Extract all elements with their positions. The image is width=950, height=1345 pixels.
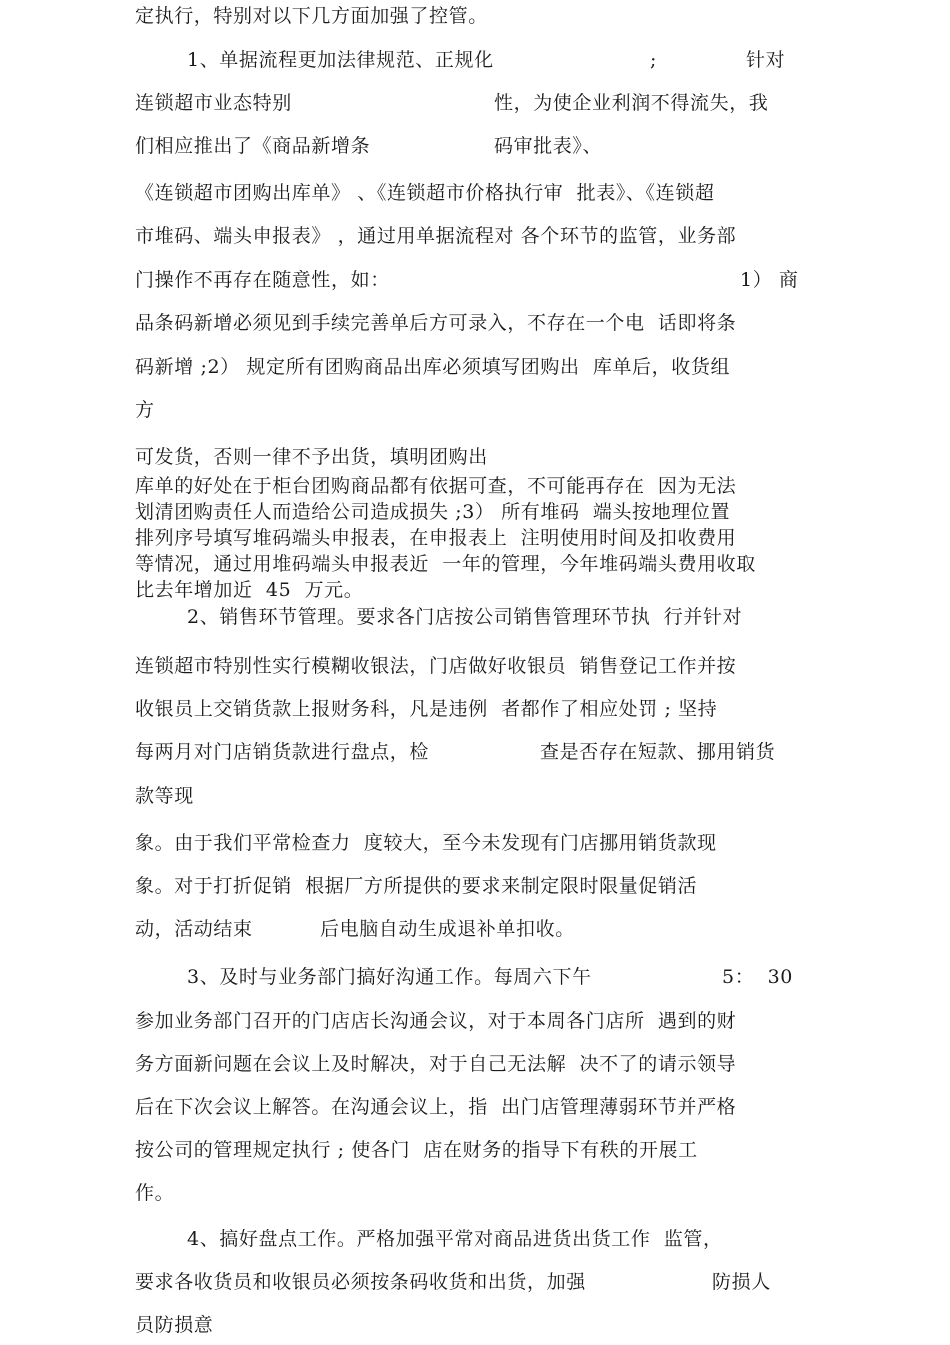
text-line: 们相应推出了《商品新增条 [135,135,371,157]
text-line: 比去年增加近 45 万元。 [135,579,364,601]
text-segment: 1） 商 [740,269,799,291]
paragraph-3-heading: 3、及时与业务部门搞好沟通工作。每周六下午 [187,966,592,988]
text-line: 连锁超市业态特别 [135,92,292,114]
text-line: 库单的好处在于柜台团购商品都有依据可查，不可能再存在 因为无法 [135,475,737,497]
text-line: 定执行，特别对以下几方面加强了控管。 [135,5,488,27]
text-segment: ; [650,49,658,71]
text-line: 款等现 [135,785,194,807]
text-line: 动，活动结束 [135,918,253,940]
text-segment: 查是否存在短款、挪用销货 [540,741,776,763]
text-line: 按公司的管理规定执行 ; 使各门 店在财务的指导下有秩的开展工 [135,1139,698,1161]
text-line: 每两月对门店销货款进行盘点，检 [135,741,430,763]
text-line: 码新增 ;2） 规定所有团购商品出库必须填写团购出 库单后，收货组 [135,356,731,378]
text-segment: 防损人 [712,1271,771,1293]
text-line: 品条码新增必须见到手续完善单后方可录入，不存在一个电 话即将条 [135,312,737,334]
paragraph-2-heading: 2、销售环节管理。要求各门店按公司销售管理环节执 行并针对 [187,606,743,628]
paragraph-4-heading: 4、搞好盘点工作。严格加强平常对商品进货出货工作 监管， [187,1228,723,1250]
text-segment: 码审批表》、 [494,135,603,157]
text-line: 划清团购责任人而造给公司造成损失 ;3） 所有堆码 端头按地理位置 [135,501,731,523]
text-segment: 后电脑自动生成退补单扣收。 [320,918,575,940]
text-line: 收银员上交销货款上报财务科，凡是违例 者都作了相应处罚 ; 坚持 [135,698,718,720]
text-segment: 性，为使企业利润不得流失，我 [494,92,769,114]
text-line: 排列序号填写堆码端头申报表，在申报表上 注明使用时间及扣收费用 [135,527,737,549]
paragraph-1-heading: 1、单据流程更加法律规范、正规化 [187,49,494,71]
text-segment: 5： 30 [722,966,793,988]
text-line: 务方面新问题在会议上及时解决，对于自己无法解 决不了的请示领导 [135,1053,737,1075]
text-line: 可发货，否则一律不予出货，填明团购出 [135,446,488,468]
text-line: 市堆码、端头申报表》 ，通过用单据流程对 各个环节的监管，业务部 [135,225,737,247]
text-line: 要求各收货员和收银员必须按条码收货和出货，加强 [135,1271,586,1293]
text-line: 门操作不再存在随意性，如： [135,269,390,291]
text-line: 连锁超市特别性实行模糊收银法，门店做好收银员 销售登记工作并按 [135,655,737,677]
text-line: 等情况，通过用堆码端头申报表近 一年的管理，今年堆码端头费用收取 [135,553,756,575]
text-line: 作。 [135,1182,175,1204]
text-line: 象。由于我们平常检查力 度较大，至今未发现有门店挪用销货款现 [135,832,717,854]
text-line: 参加业务部门召开的门店店长沟通会议，对于本周各门店所 遇到的财 [135,1010,737,1032]
text-line: 员防损意 [135,1314,214,1336]
text-line: 《连锁超市团购出库单》 、《连锁超市价格执行审 批表》、《连锁超 [135,182,715,204]
text-segment: 针对 [746,49,786,71]
text-line: 象。对于打折促销 根据厂方所提供的要求来制定限时限量促销活 [135,875,698,897]
text-line: 方 [135,399,155,421]
text-line: 后在下次会议上解答。在沟通会议上，指 出门店管理薄弱环节并严格 [135,1096,737,1118]
